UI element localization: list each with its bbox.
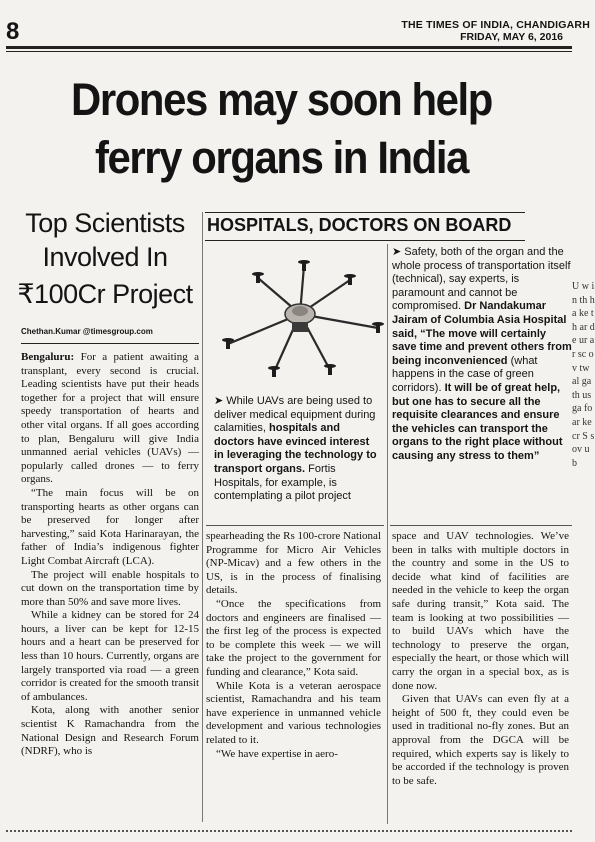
- masthead-rule-thin: [6, 51, 572, 52]
- paragraph: Given that UAVs can even fly at a height of 500 ft, they could even be used in traditional no-fly zones. But an approval from the DGCA will be required, which experts say is likely to be accorded if the technology is proven to be safe.: [392, 693, 569, 787]
- kicker-rule-top: [205, 212, 525, 213]
- paper-name: THE TIMES OF INDIA, CHANDIGARH: [401, 19, 590, 31]
- article-column-middle: [206, 530, 381, 761]
- column-divider-left: [202, 212, 203, 822]
- callout-lead: ➤ While UAVs are being used to deliver medical equipment during calamities,: [214, 395, 376, 435]
- paragraph: “We have expertise in aero-: [216, 747, 338, 760]
- adjacent-article-strip: U w in th ha ke th ar de ur ar sc ov tw al ga th us ga fo ar ke cr S s ov u b: [572, 281, 595, 469]
- paragraph: space and UAV technologies. We’ve been in talks with multiple doctors in the country and some in the US to decide what kind of facilities are needed in the vehicle to keep the organ safe during transit,” Kota said. The team is looking at two possibilities — to build UAVs which have the technology to preserve the organ, especially the heart, or those which will carry the organ in a special box, as is done now.: [392, 530, 569, 692]
- callout-rule: [206, 525, 384, 526]
- paragraph: spearheading the Rs 100-crore National Programme for Micro Air Vehicles (NP-Micav) and a few others in the US, is in the process of finalising details.: [206, 530, 381, 597]
- drone-icon: [208, 244, 386, 390]
- paragraph: [21, 351, 199, 487]
- paragraph: Kota, along with another senior scientist K Ramachandra from the National Design and Research Forum (NDRF), who is: [21, 704, 199, 758]
- paragraph-text: For a patient awaiting a transplant, every second is crucial. Leading scientists have put their heads together for a project that will ensure speedy transportation of hearts and other vital organs. If all goes according to plan, Bengaluru will give India unmanned aerial vehicles (UAVs) — popularly called drones — to ferry organs.: [21, 351, 199, 486]
- article-column-left: [21, 351, 199, 759]
- kicker-rule-bottom: [205, 240, 525, 241]
- article-column-right: [392, 530, 569, 788]
- paragraph: While Kota is a veteran aerospace scientist, Ramachandra and his team have experience in unmanned vehicle development and various technologies related to it.: [206, 679, 381, 746]
- page-bottom-border: [6, 830, 572, 832]
- byline: Chethan.Kumar @timesgroup.com: [21, 327, 153, 336]
- headline-line-1: Drones may soon help: [71, 74, 492, 125]
- callout-safety-mid: (what happens in the case of green corridors).: [392, 354, 538, 394]
- deck-line-1: Top Scientists: [25, 208, 185, 238]
- byline-rule: [21, 343, 199, 344]
- deck-line-3: ₹100Cr Project: [17, 279, 193, 309]
- callout-safety-quote-2: It will be of great help, but one has to secure all the requisite clearances and ensure the vehicles can transport the organs to the right place without causing any stress to them”: [392, 381, 563, 462]
- callout-uav-hospitals: [214, 395, 382, 504]
- callout-bold: hospitals and doctors have evinced interest in leveraging the technology to transport organs.: [214, 422, 377, 475]
- drone-photo: [208, 244, 386, 390]
- headline-line-2: ferry organs in India: [94, 132, 469, 183]
- paragraph: “The main focus will be on transporting hearts as other organs can be preserved for longer after harvesting,” said Kota Harinarayan, the father of India’s indigenous fighter Light Combat Aircraft (LCA).: [21, 486, 199, 567]
- callout-safety-lead: ➤ Safety, both of the organ and the whole process of transportation itself (technical), say experts, is paramount and cannot be compromised.: [392, 246, 571, 313]
- paragraph: “Once the specifications from doctors and engineers are finalised — the first leg of the process is expected to be complete this week — we will take the project to the government for funding and clearance,” Kota said.: [206, 597, 381, 678]
- callout-safety-quote: Dr Nandakumar Jairam of Columbia Asia Hospital said, “The move will certainly save time and prevent others from being inconvenienced: [392, 300, 572, 367]
- callout-tail: Fortis Hospitals, for example, is contemplating a pilot project: [214, 462, 351, 503]
- dateline: Bengaluru:: [21, 351, 75, 363]
- page-number: 8: [6, 18, 20, 45]
- paragraph: While a kidney can be stored for 24 hours, a liver can be kept for 12-15 hours and a heart can be preserved for less than 10 hours. Currently, organs are largely transported via road — a green corridor is created for the smooth transit of ambulances.: [21, 609, 199, 703]
- deck-line-2: Involved In: [42, 242, 168, 272]
- paragraph: The project will enable hospitals to cut down on the transportation time by more than 50% and save more lives.: [21, 568, 199, 608]
- callout-safety: [392, 246, 572, 464]
- column-divider-right: [387, 244, 388, 824]
- callout-safety-rule: [390, 525, 572, 526]
- kicker-heading: HOSPITALS, DOCTORS ON BOARD: [207, 215, 512, 235]
- masthead-rule: [6, 46, 572, 49]
- issue-date: FRIDAY, MAY 6, 2016: [460, 31, 563, 43]
